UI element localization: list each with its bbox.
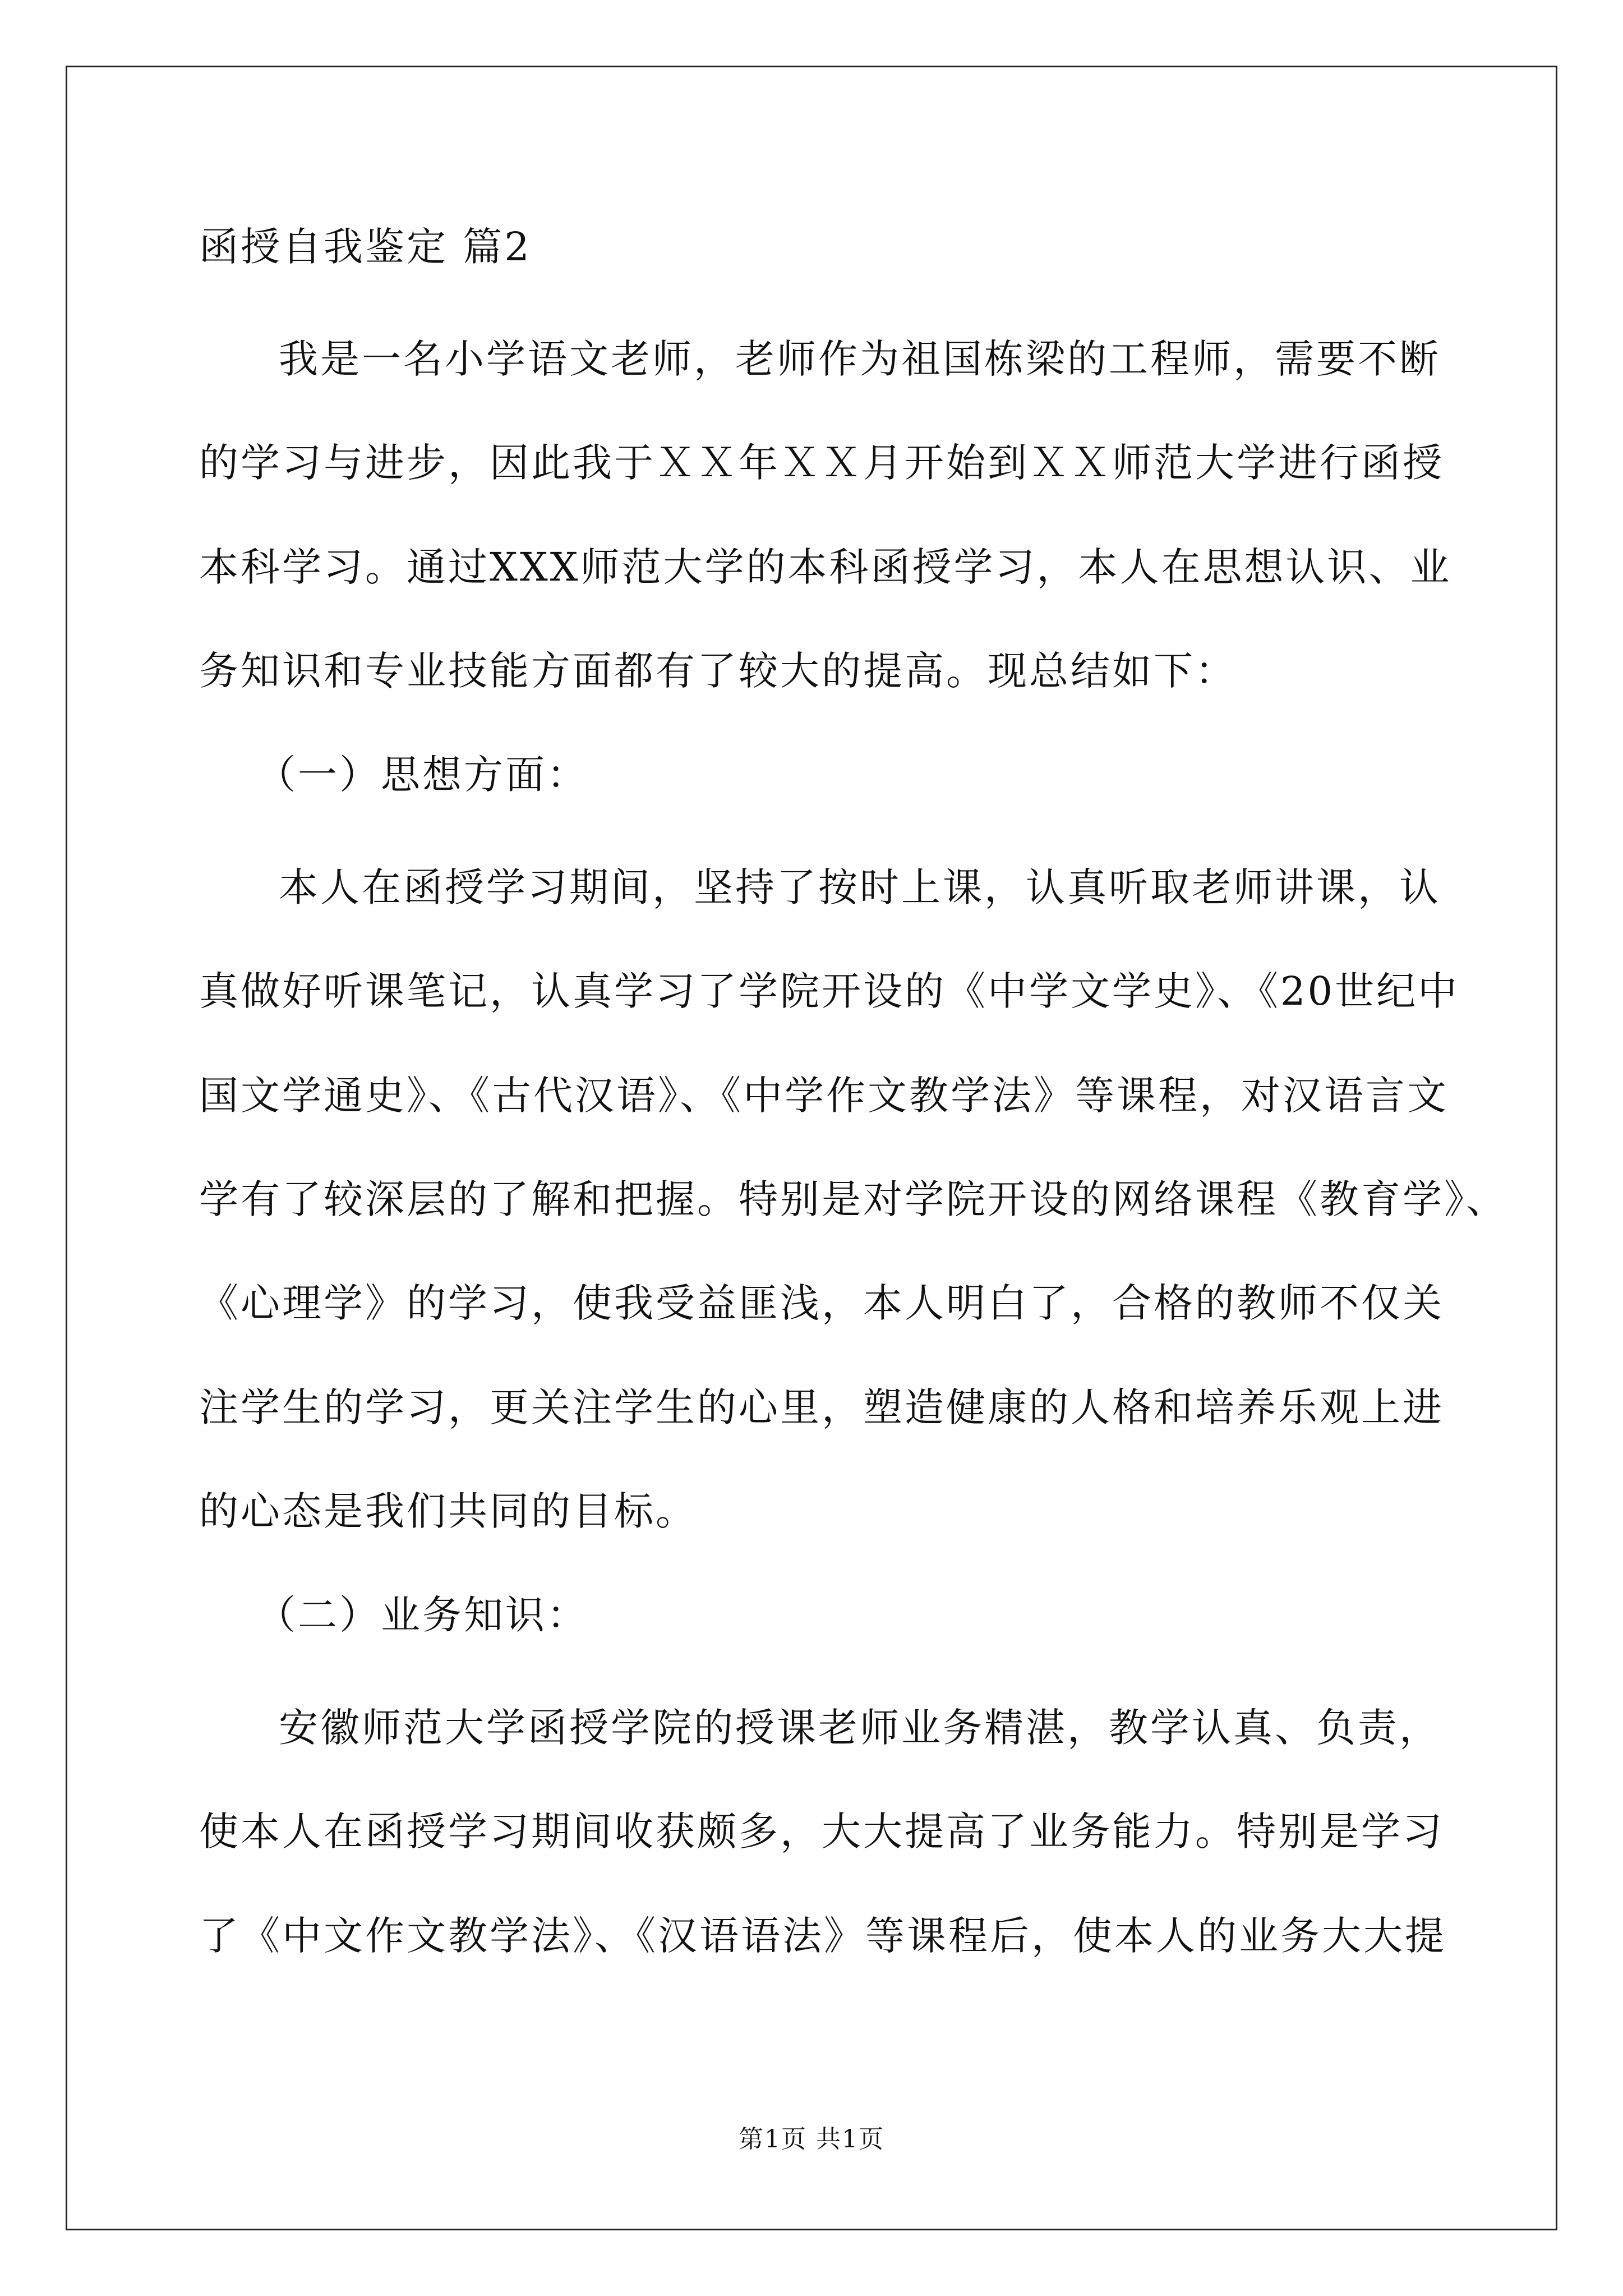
section-heading: （二）业务知识： — [256, 1592, 588, 1638]
body-line: 真做好听课笔记，认真学习了学院开设的《中学文学史》、《20世纪中 — [199, 968, 1460, 1014]
body-line: 学有了较深层的了解和把握。特别是对学院开设的网络课程《教育学》、 — [199, 1176, 1507, 1222]
body-line: 本科学习。通过XXX师范大学的本科函授学习，本人在思想认识、业 — [199, 544, 1452, 590]
body-line: 的学习与进步，因此我于ＸＸ年ＸＸ月开始到ＸＸ师范大学进行函授 — [199, 440, 1444, 486]
body-line: 了《中文作文教学法》、《汉语语法》等课程后，使本人的业务大大提 — [199, 1913, 1446, 1959]
section-heading: （一）思想方面： — [256, 752, 588, 798]
document-title: 函授自我鉴定 篇2 — [199, 224, 532, 270]
body-line: 国文学通史》、《古代汉语》、《中学作文教学法》等课程，对汉语言文 — [199, 1073, 1449, 1119]
page-number: 第1页 共1页 — [739, 2125, 884, 2154]
body-line: 的心态是我们共同的目标。 — [199, 1488, 697, 1534]
body-line: 注学生的学习，更关注学生的心里，塑造健康的人格和培养乐观上进 — [199, 1384, 1444, 1430]
body-line: 使本人在函授学习期间收获颇多，大大提高了业务能力。特别是学习 — [199, 1809, 1444, 1855]
body-line: 《心理学》的学习，使我受益匪浅，本人明白了，合格的教师不仅关 — [199, 1280, 1444, 1326]
page-frame — [66, 66, 1557, 2230]
body-line: 安徽师范大学函授学院的授课老师业务精湛，教学认真、负责， — [279, 1705, 1441, 1751]
body-line: 本人在函授学习期间，坚持了按时上课，认真听取老师讲课，认 — [279, 864, 1441, 910]
body-line: 务知识和专业技能方面都有了较大的提高。现总结如下： — [199, 648, 1237, 694]
body-line: 我是一名小学语文老师，老师作为祖国栋梁的工程师，需要不断 — [279, 336, 1441, 382]
